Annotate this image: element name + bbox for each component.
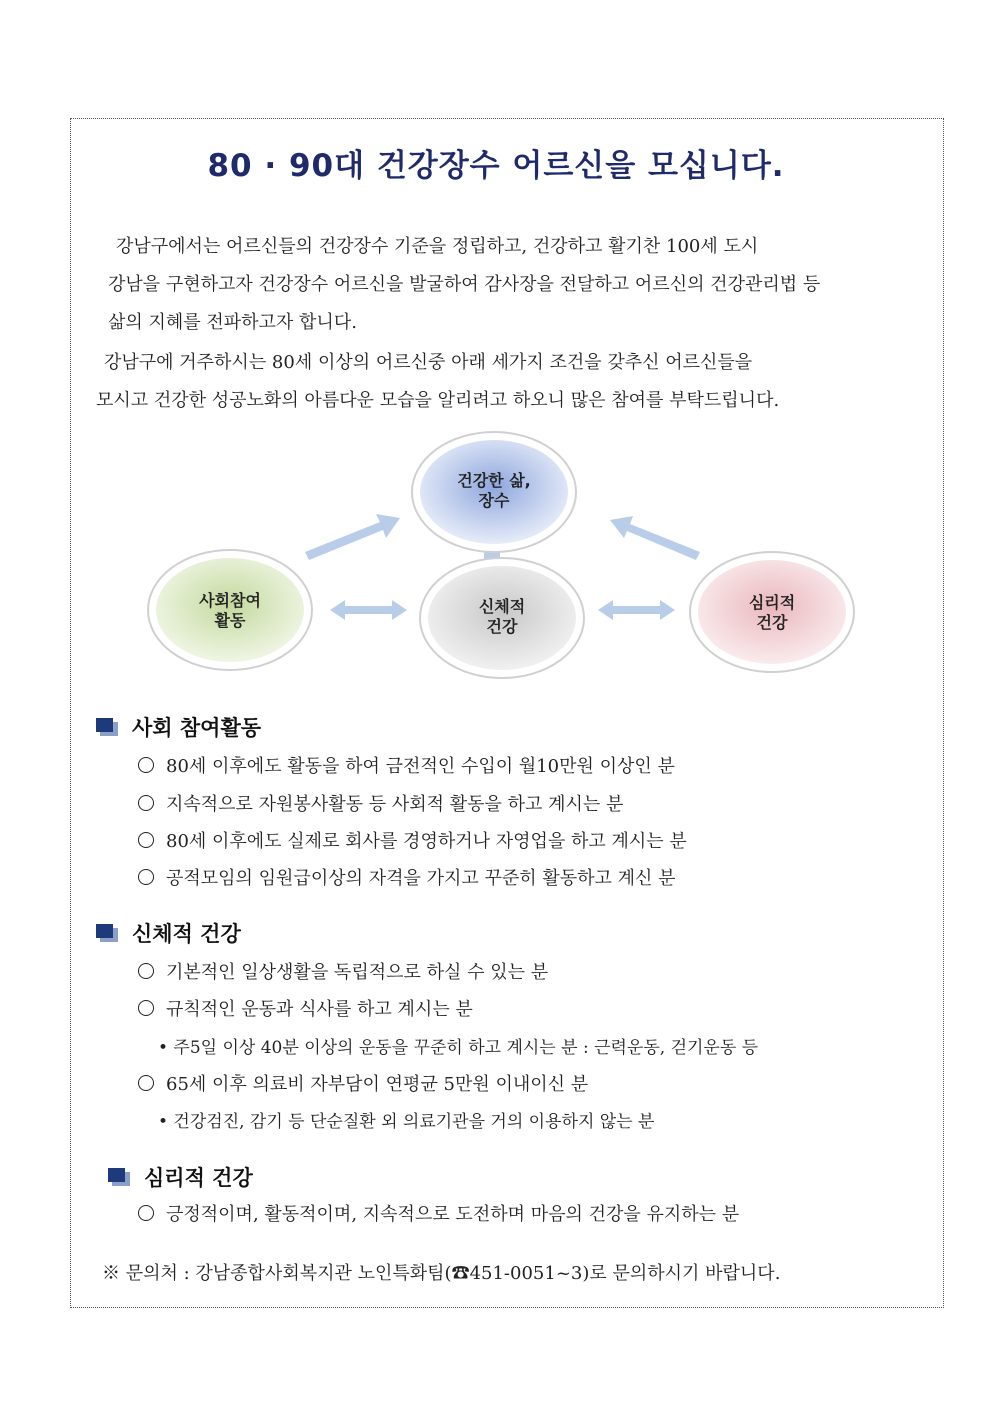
circle-left-label: 활동 [214, 611, 246, 630]
circle-right-label: 건강 [756, 613, 788, 632]
intro-line: 강남구에 거주하시는 80세 이상의 어르신중 아래 세가지 조건을 갖추신 어르신들을 [104, 352, 753, 373]
intro-line: 모시고 건강한 성공노화의 아름다운 모습을 알리려고 하오니 많은 참여를 부탁드립니다. [96, 390, 780, 411]
square-bullet-icon [108, 1168, 130, 1186]
circle-bullet-icon [138, 795, 154, 811]
circle-left-label: 사회참여 [199, 591, 261, 610]
list-item-text: 공적모임의 임원급이상의 자격을 가지고 꾸준히 활동하고 계신 분 [166, 868, 676, 889]
list-item [138, 958, 548, 984]
circle-bullet-icon [138, 869, 154, 885]
circle-right [690, 552, 854, 672]
circle-bullet-icon [138, 757, 154, 773]
page-title: 80 · 90대 건강장수 어르신을 모십니다. [207, 148, 785, 184]
list-item [138, 752, 675, 778]
circle-bullet-icon [138, 963, 154, 979]
list-item-text: 80세 이후에도 활동을 하여 금전적인 수입이 월10만원 이상인 분 [166, 756, 675, 777]
list-item-text: 기본적인 일상생활을 독립적으로 하실 수 있는 분 [166, 962, 549, 983]
square-bullet-icon [96, 718, 118, 736]
arrow-left-center [330, 600, 407, 620]
list-item [138, 864, 676, 890]
intro-line: 강남구에서는 어르신들의 건강장수 기준을 정립하고, 건강하고 활기찬 100세 도시 [116, 236, 759, 257]
section-heading-text: 사회 참여활동 [132, 716, 262, 740]
list-item-text: 긍정적이며, 활동적이며, 지속적으로 도전하며 마음의 건강을 유지하는 분 [166, 1204, 740, 1225]
list-item [138, 995, 473, 1021]
square-bullet-icon [96, 924, 118, 942]
list-item-text: 지속적으로 자원봉사활동 등 사회적 활동을 하고 계시는 분 [166, 794, 624, 815]
circle-bullet-icon [138, 1075, 154, 1091]
list-item [138, 790, 623, 816]
contact-note: ※ 문의처 : 강남종합사회복지관 노인특화팀(☎451-0051~3)로 문의하시기 바랍니다. [102, 1263, 781, 1284]
arrow-center-right [598, 600, 675, 620]
section-heading-mental [108, 1162, 253, 1192]
intro-line: 삶의 지혜를 전파하고자 합니다. [108, 312, 357, 333]
section-heading-social [96, 712, 261, 742]
circle-bullet-icon [138, 1205, 154, 1221]
section-heading-text: 심리적 건강 [144, 1166, 253, 1190]
circle-bullet-icon [138, 1000, 154, 1016]
section-heading-physical [96, 918, 241, 948]
sub-item: • 건강검진, 감기 등 단순질환 외 의료기관을 거의 이용하지 않는 분 [158, 1112, 655, 1132]
arrow-right-to-top [610, 516, 700, 560]
sub-item: • 주5일 이상 40분 이상의 운동을 꾸준히 하고 계시는 분 : 근력운동, 걷기운동 등 [158, 1038, 759, 1058]
circle-right-label: 심리적 [748, 593, 796, 612]
list-item-text: 65세 이후 의료비 자부담이 연평균 5만원 이내이신 분 [166, 1074, 589, 1095]
list-item [138, 1200, 739, 1226]
circle-bullet-icon [138, 832, 154, 848]
circle-center-label: 신체적 [478, 597, 526, 616]
health-diagram [130, 420, 870, 690]
circle-top-label: 장수 [478, 491, 510, 510]
circle-center-label: 건강 [486, 617, 518, 636]
list-item-text: 규칙적인 운동과 식사를 하고 계시는 분 [166, 999, 473, 1020]
circle-top-label: 건강한 삶, [457, 471, 531, 490]
intro-line: 강남을 구현하고자 건강장수 어르신을 발굴하여 감사장을 전달하고 어르신의 건강관리법 등 [108, 274, 821, 295]
list-item-text: 80세 이후에도 실제로 회사를 경영하거나 자영업을 하고 계시는 분 [166, 831, 687, 852]
arrow-left-to-top [305, 514, 400, 560]
list-item [138, 1070, 588, 1096]
circle-left [148, 550, 312, 670]
list-item [138, 827, 687, 853]
section-heading-text: 신체적 건강 [132, 922, 241, 946]
